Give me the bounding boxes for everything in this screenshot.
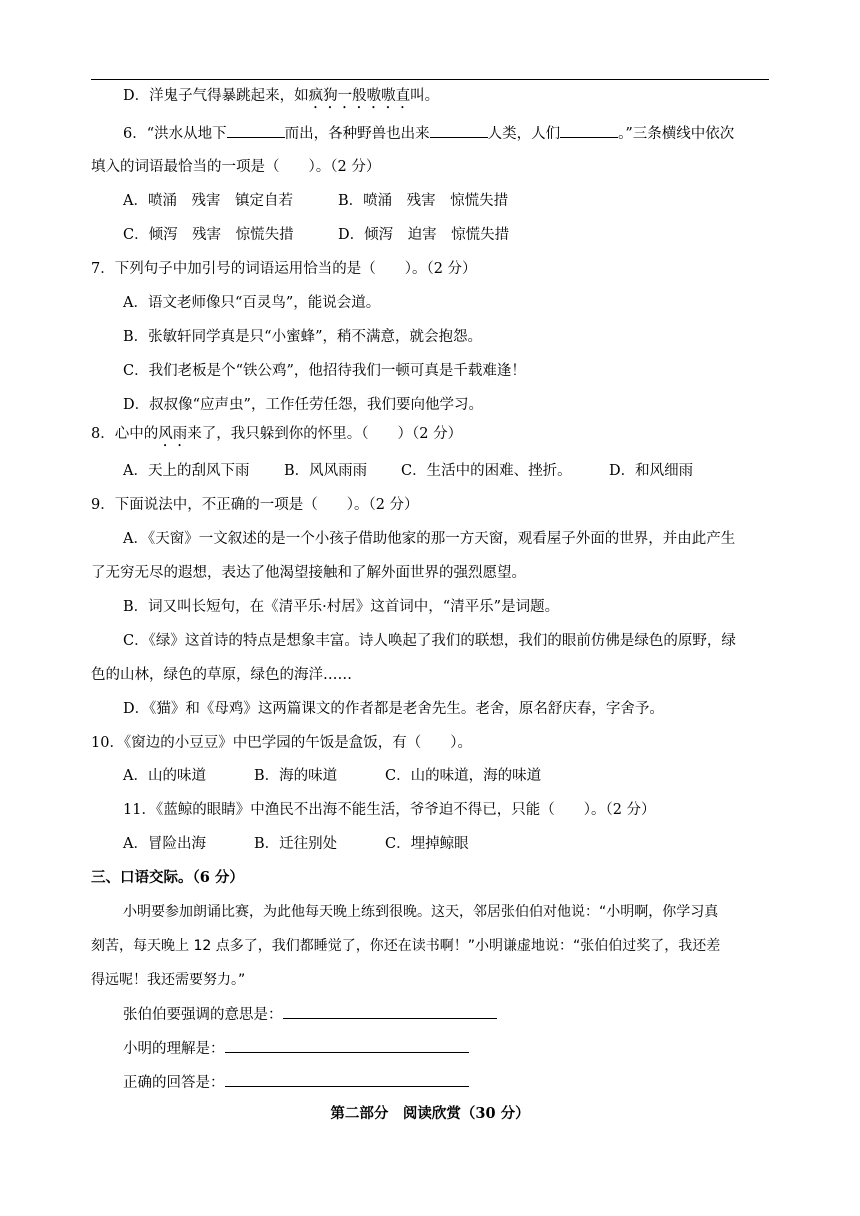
q8-option-c[interactable]: C．生活中的困难、挫折。	[401, 463, 572, 479]
q11-option-a[interactable]: A．冒险出海	[123, 836, 206, 852]
q6-option-c[interactable]: C．倾泻 残害 惊慌失措	[123, 227, 294, 243]
q6-text-b: 而出，各种野兽也出来	[284, 126, 430, 142]
section3-question-3	[123, 1072, 469, 1093]
q9-option-b[interactable]: B．词又叫长短句，在《清平乐·村居》这首词中，“清平乐”是词题。	[123, 599, 560, 615]
q5-option-d-suffix: 叫。	[410, 88, 440, 104]
section3-question-2	[123, 1038, 469, 1059]
q9-option-c-line2: 色的山林，绿色的草原，绿色的海洋……	[91, 667, 352, 683]
q8-stem-text-b: 来了，我只躲到你的怀里。（ ）（2 分）	[187, 426, 463, 442]
q8-option-d[interactable]: D．和风细雨	[609, 463, 694, 479]
q11-options-row	[123, 834, 469, 854]
q11-option-c[interactable]: C．埋掉鲸眼	[385, 836, 469, 852]
section3-paragraph-line2: 刻苦，每天晚上 12 点多了，我们都睡觉了，你还在读书啊！”小明谦虚地说：“张伯伯过奖了，我还差	[91, 938, 721, 954]
q11-option-b[interactable]: B．迁往别处	[254, 836, 338, 852]
q5-option-d	[123, 86, 439, 112]
section3-question-1	[123, 1004, 497, 1025]
q6-blank-2[interactable]	[430, 123, 488, 138]
q9-option-a-line1[interactable]: A．《天窗》一文叙述的是一个小孩子借助他家的那一方天窗，观看屋子外面的世界，并由此产生	[123, 531, 736, 547]
q10-options-row	[123, 766, 541, 786]
q6-option-b[interactable]: B．喷涌 残害 惊慌失措	[338, 193, 509, 209]
q6-option-a[interactable]: A．喷涌 残害 镇定自若	[123, 193, 293, 209]
section3-paragraph-line3: 得远呢！我还需要努力。”	[91, 972, 246, 988]
q6-stem-line1	[123, 123, 734, 144]
q6-blank-3[interactable]	[560, 123, 618, 138]
q6-text-d: 。”三条横线中依次	[618, 126, 735, 142]
q8-stem	[91, 424, 462, 450]
q8-option-a[interactable]: A．天上的刮风下雨	[123, 463, 250, 479]
q6-blank-1[interactable]	[227, 123, 285, 138]
part2-title: 第二部分 阅读欣赏（30 分）	[330, 1105, 530, 1122]
q7-option-a[interactable]: A．语文老师像只“百灵鸟”，能说会道。	[123, 295, 381, 311]
q8-options-row	[123, 461, 693, 481]
q11-stem: 11．《蓝鲸的眼睛》中渔民不出海不能生活，爷爷迫不得已，只能（ ）。（2 分）	[123, 802, 656, 818]
q6-option-d[interactable]: D．倾泻 迫害 惊慌失措	[338, 227, 510, 243]
section3-answer-1[interactable]	[283, 1004, 497, 1019]
q10-option-a[interactable]: A．山的味道	[123, 768, 206, 784]
q7-option-b[interactable]: B．张敏轩同学真是只“小蜜蜂”，稍不满意，就会抱怨。	[123, 329, 482, 345]
q6-text-c: 人类，人们	[487, 126, 561, 142]
q6-stem-line2: 填入的词语最恰当的一项是（ ）。（2 分）	[91, 159, 381, 175]
header-rule	[91, 79, 769, 80]
section3-question-2-label: 小明的理解是：	[123, 1041, 225, 1057]
q10-option-c[interactable]: C．山的味道，海的味道	[385, 768, 542, 784]
q6-options-row2	[123, 225, 509, 245]
section3-question-1-label: 张伯伯要强调的意思是：	[123, 1007, 283, 1023]
q7-option-c[interactable]: C．我们老板是个“铁公鸡”，他招待我们一顿可真是千载难逢！	[123, 363, 526, 379]
section3-question-3-label: 正确的回答是：	[123, 1075, 225, 1091]
q8-stem-text-a: 8．心中的	[91, 426, 159, 442]
q5-option-d-emphasis: 疯狗一般嗷嗷直	[308, 88, 411, 104]
q6-options-row1	[123, 191, 508, 211]
q7-option-d[interactable]: D．叔叔像“应声虫”，工作任劳任怨，我们要向他学习。	[123, 397, 483, 413]
section3-paragraph-line1: 小明要参加朗诵比赛，为此他每天晚上练到很晚。这天，邻居张伯伯对他说：“小明啊，你学习真	[123, 904, 719, 920]
q9-option-c-line1[interactable]: C．《绿》这首诗的特点是想象丰富。诗人唤起了我们的联想，我们的眼前仿佛是绿色的原野，绿	[123, 633, 736, 649]
section3-answer-3[interactable]	[225, 1072, 469, 1087]
q6-text-a: 6．“洪水从地下	[123, 126, 227, 142]
q9-option-d[interactable]: D．《猫》和《母鸡》这两篇课文的作者都是老舍先生。老舍，原名舒庆春，字舍予。	[123, 701, 664, 717]
q5-option-d-text: D．洋鬼子气得暴跳起来，如	[123, 88, 309, 104]
q9-option-a-line2: 了无穷无尽的遐想，表达了他渴望接触和了解外面世界的强烈愿望。	[91, 565, 526, 581]
q8-option-b[interactable]: B．风风雨雨	[284, 463, 368, 479]
section3-answer-2[interactable]	[225, 1038, 469, 1053]
q7-stem: 7．下列句子中加引号的词语运用恰当的是（ ）。（2 分）	[91, 261, 477, 277]
q10-stem: 10．《窗边的小豆豆》中巴学园的午饭是盒饭，有（ ）。	[91, 735, 472, 751]
section3-heading: 三、口语交际。（6 分）	[91, 869, 244, 886]
q9-stem: 9．下面说法中，不正确的一项是（ ）。（2 分）	[91, 497, 419, 513]
q10-option-b[interactable]: B．海的味道	[254, 768, 338, 784]
q8-stem-emphasis: 风雨	[158, 426, 188, 442]
